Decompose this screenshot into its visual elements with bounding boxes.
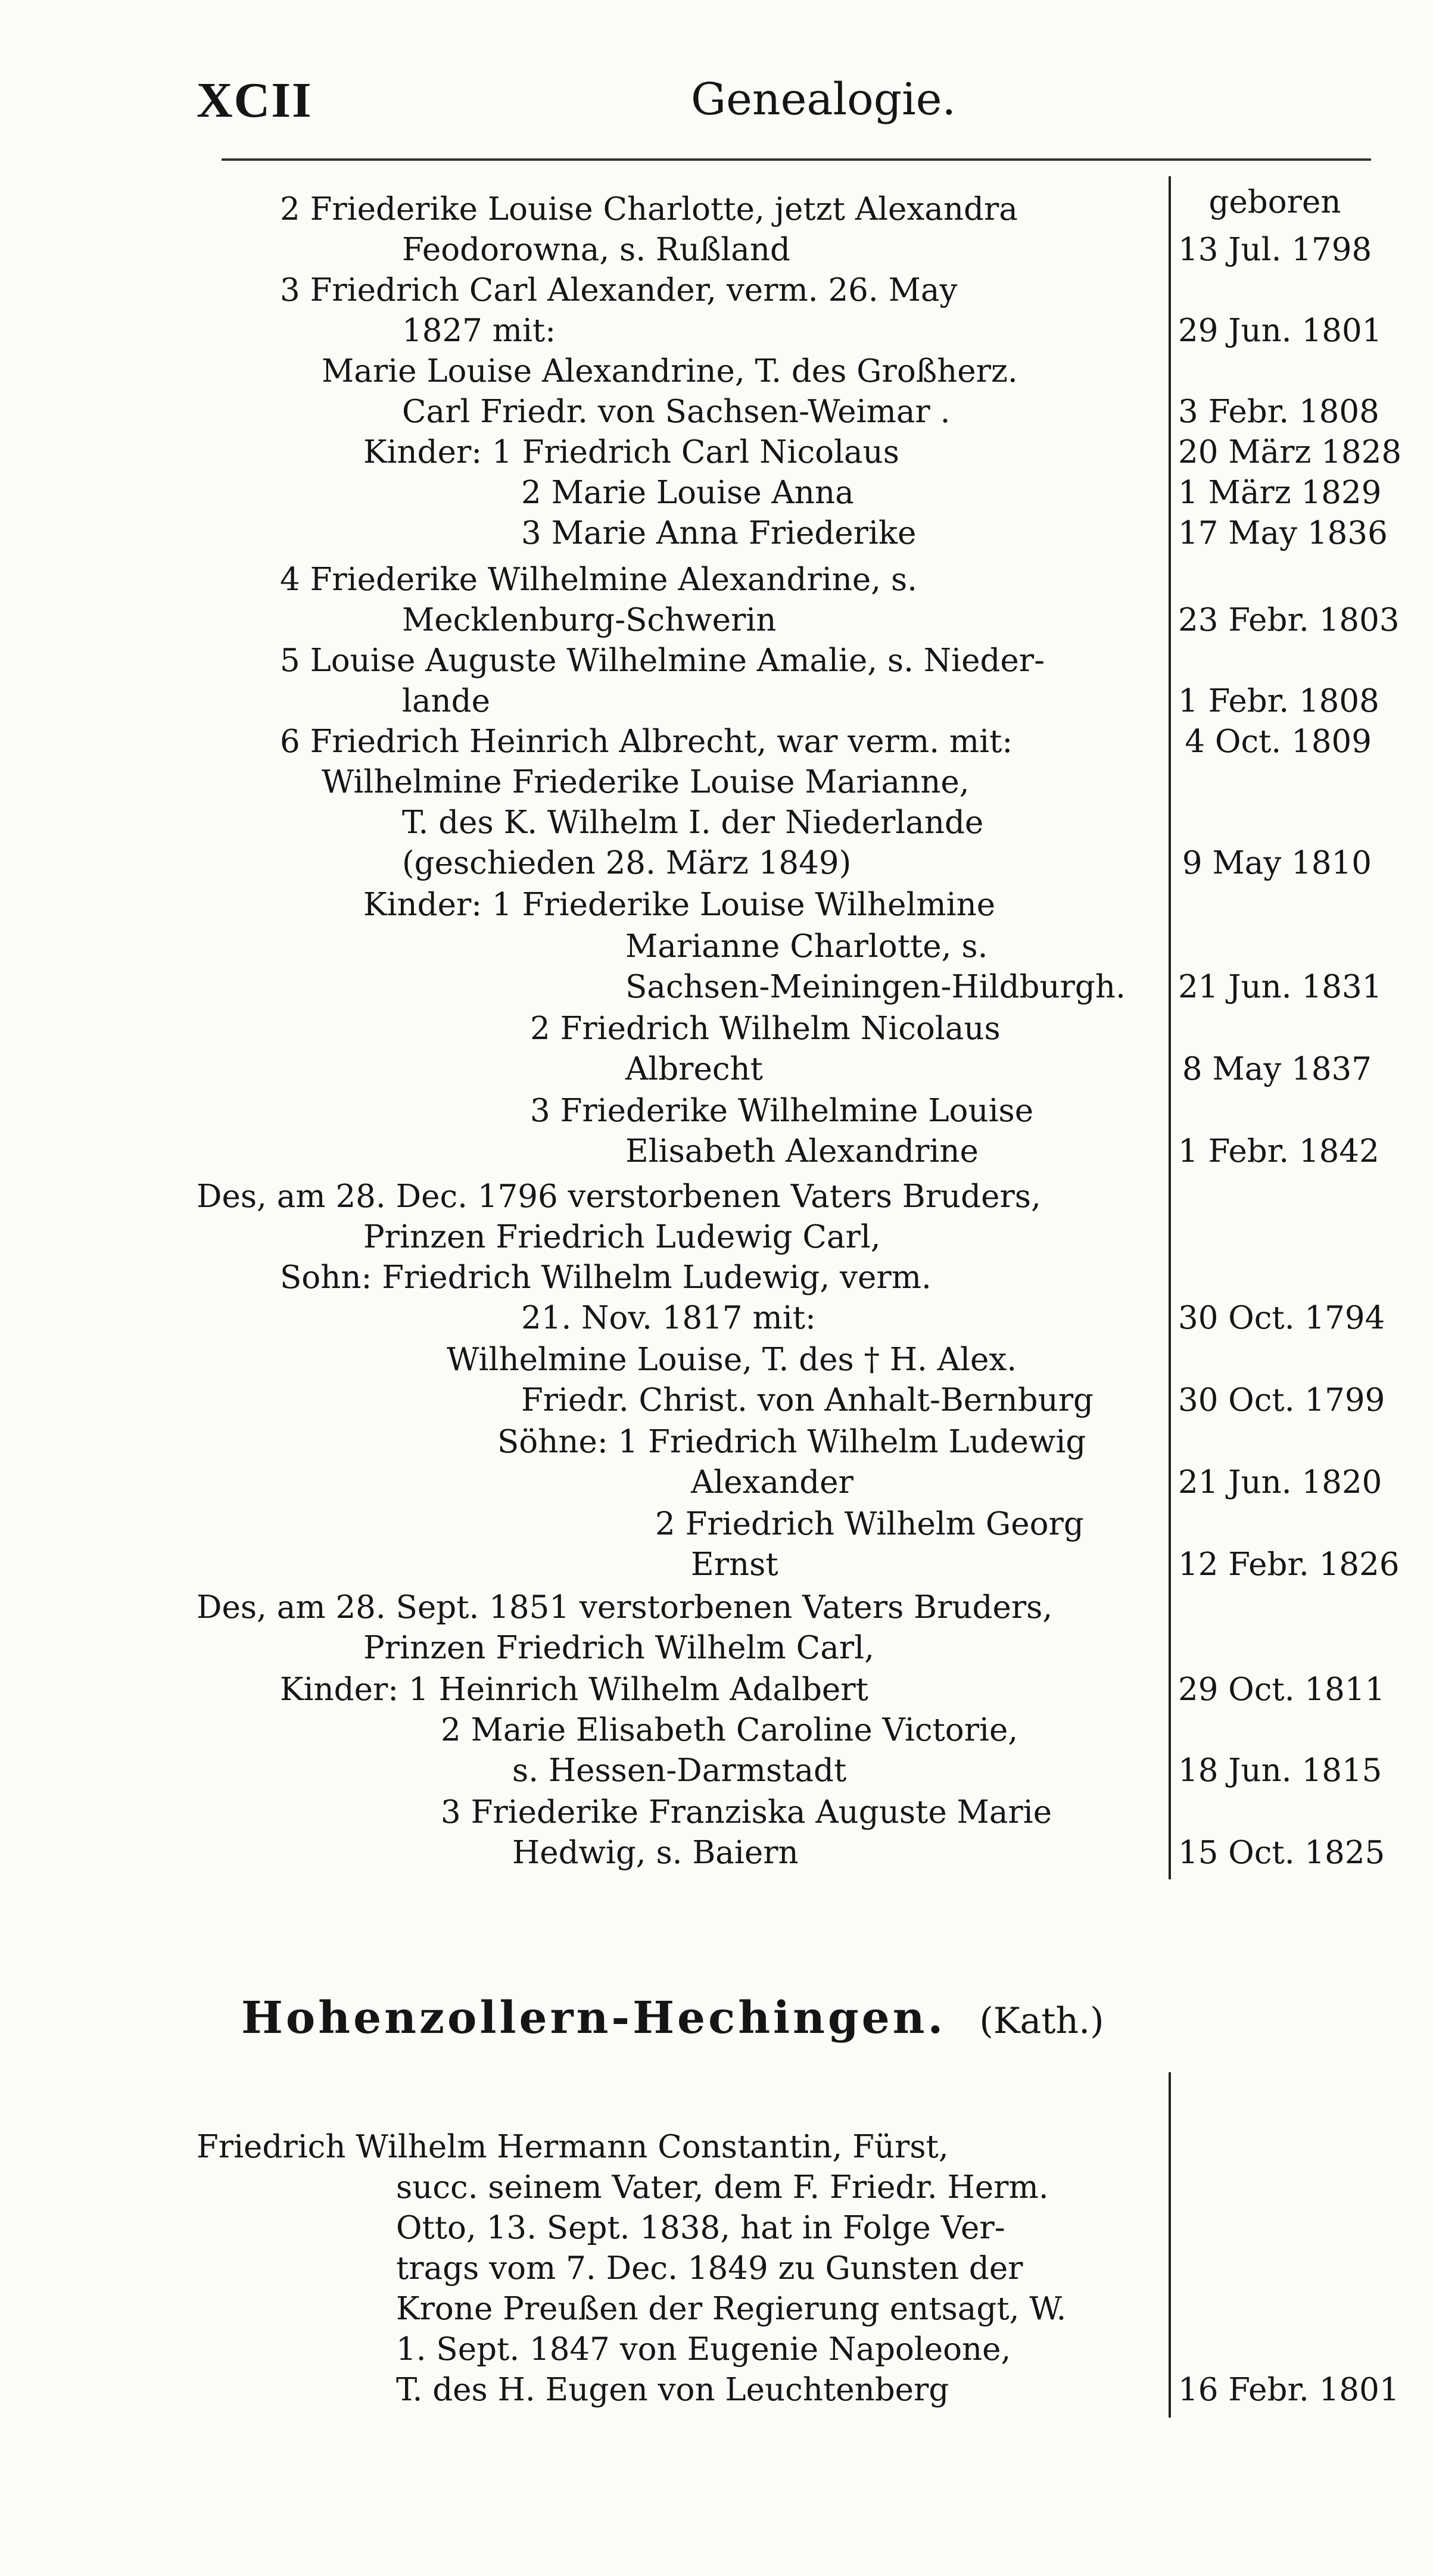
line-text: Feodorowna, s. Rußland — [402, 232, 790, 268]
birth-date: 21 Jun. 1831 — [1178, 969, 1382, 1005]
birth-date: 30 Oct. 1794 — [1178, 1300, 1385, 1336]
column-heading: geboren — [1208, 184, 1341, 220]
birth-date: 13 Jul. 1798 — [1178, 232, 1372, 268]
line-text: Prinzen Friedrich Wilhelm Carl, — [363, 1630, 874, 1666]
line-text: 3 Marie Anna Friederike — [521, 515, 917, 551]
line-text: 1827 mit: — [402, 313, 556, 349]
line-text: Kinder: 1 Friederike Louise Wilhelmine — [363, 887, 996, 923]
line-text: 2 Friederike Louise Charlotte, jetzt Alexandra — [280, 191, 1018, 227]
page-header — [197, 71, 1370, 137]
line-text: Sachsen-Meiningen-Hildburgh. — [625, 969, 1126, 1005]
line-text: Elisabeth Alexandrine — [625, 1133, 979, 1170]
line-text: Alexander — [691, 1464, 853, 1501]
line-text: Söhne: 1 Friedrich Wilhelm Ludewig — [497, 1424, 1086, 1460]
line-text: Des, am 28. Sept. 1851 verstorbenen Vaters Bruders, — [197, 1589, 1053, 1626]
birth-date: 18 Jun. 1815 — [1178, 1752, 1382, 1789]
birth-date: 1 März 1829 — [1178, 475, 1382, 511]
birth-date: 9 May 1810 — [1182, 845, 1372, 881]
line-text: Carl Friedr. von Sachsen-Weimar . — [402, 394, 951, 430]
line-text: Marianne Charlotte, s. — [625, 928, 988, 965]
line-text: Hedwig, s. Baiern — [512, 1835, 799, 1871]
page-number: XCII — [197, 73, 313, 128]
line-text: 4 Friederike Wilhelmine Alexandrine, s. — [280, 562, 918, 598]
line-text: 3 Friederike Franziska Auguste Marie — [441, 1794, 1052, 1830]
line-text: Wilhelmine Friederike Louise Marianne, — [322, 764, 970, 800]
line-text: Sohn: Friedrich Wilhelm Ludewig, verm. — [280, 1259, 932, 1296]
birth-date: 4 Oct. 1809 — [1185, 723, 1372, 760]
birth-date: 21 Jun. 1820 — [1178, 1464, 1382, 1501]
line-text: Friedrich Wilhelm Hermann Constantin, Fürst, — [197, 2129, 949, 2165]
birth-date: 15 Oct. 1825 — [1178, 1835, 1385, 1871]
birth-date: 23 Febr. 1803 — [1178, 602, 1400, 638]
line-text: 2 Friedrich Wilhelm Nicolaus — [530, 1011, 1001, 1047]
line-text: 2 Marie Elisabeth Caroline Victorie, — [441, 1712, 1018, 1748]
line-text: Otto, 13. Sept. 1838, hat in Folge Ver- — [396, 2210, 1005, 2246]
birth-date: 20 März 1828 — [1178, 434, 1402, 470]
line-text: 2 Friedrich Wilhelm Georg — [655, 1506, 1084, 1542]
line-text: Friedr. Christ. von Anhalt-Bernburg — [521, 1382, 1094, 1418]
line-text: succ. seinem Vater, dem F. Friedr. Herm. — [396, 2169, 1049, 2206]
birth-date: 17 May 1836 — [1178, 515, 1388, 551]
birth-date: 30 Oct. 1799 — [1178, 1382, 1385, 1418]
birth-date: 12 Febr. 1826 — [1178, 1546, 1400, 1583]
line-text: 2 Marie Louise Anna — [521, 475, 854, 511]
line-text: (geschieden 28. März 1849) — [402, 845, 852, 881]
line-text: Kinder: 1 Friedrich Carl Nicolaus — [363, 434, 899, 470]
header-rule — [222, 158, 1371, 161]
running-title: Genealogie. — [691, 74, 957, 125]
birth-date: 1 Febr. 1808 — [1178, 683, 1379, 719]
confession-note: (Kath.) — [979, 2000, 1104, 2042]
line-text: 3 Friedrich Carl Alexander, verm. 26. May — [280, 272, 958, 308]
birth-date: 1 Febr. 1842 — [1178, 1133, 1379, 1170]
birth-date: 3 Febr. 1808 — [1178, 394, 1379, 430]
column-divider-top — [1169, 176, 1171, 1879]
house-name: Hohenzollern-Hechingen. — [241, 1992, 946, 2044]
line-text: Prinzen Friedrich Ludewig Carl, — [363, 1219, 881, 1255]
birth-date: 8 May 1837 — [1182, 1051, 1372, 1087]
line-text: 21. Nov. 1817 mit: — [521, 1300, 816, 1336]
line-text: Albrecht — [625, 1051, 763, 1087]
birth-date: 29 Oct. 1811 — [1178, 1671, 1385, 1708]
line-text: 1. Sept. 1847 von Eugenie Napoleone, — [396, 2331, 1011, 2368]
line-text: Marie Louise Alexandrine, T. des Großherz. — [322, 353, 1018, 389]
line-text: Krone Preußen der Regierung entsagt, W. — [396, 2291, 1067, 2327]
line-text: s. Hessen-Darmstadt — [512, 1752, 847, 1789]
line-text: Kinder: 1 Heinrich Wilhelm Adalbert — [280, 1671, 868, 1708]
birth-date: 29 Jun. 1801 — [1178, 313, 1382, 349]
line-text: 3 Friederike Wilhelmine Louise — [530, 1093, 1034, 1129]
column-divider-bottom — [1169, 2072, 1171, 2418]
line-text: Ernst — [691, 1546, 778, 1583]
line-text: T. des K. Wilhelm I. der Niederlande — [402, 804, 984, 841]
line-text: 6 Friedrich Heinrich Albrecht, war verm. mit: — [280, 723, 1013, 760]
line-text: T. des H. Eugen von Leuchtenberg — [396, 2372, 949, 2408]
line-text: 5 Louise Auguste Wilhelmine Amalie, s. Nieder- — [280, 643, 1045, 679]
line-text: trags vom 7. Dec. 1849 zu Gunsten der — [396, 2250, 1023, 2287]
line-text: Des, am 28. Dec. 1796 verstorbenen Vaters Bruders, — [197, 1178, 1041, 1215]
line-text: lande — [402, 683, 490, 719]
section-heading — [241, 1992, 1104, 2044]
line-text: Wilhelmine Louise, T. des † H. Alex. — [447, 1342, 1017, 1378]
line-text: Mecklenburg-Schwerin — [402, 602, 777, 638]
birth-date: 16 Febr. 1801 — [1178, 2372, 1400, 2408]
